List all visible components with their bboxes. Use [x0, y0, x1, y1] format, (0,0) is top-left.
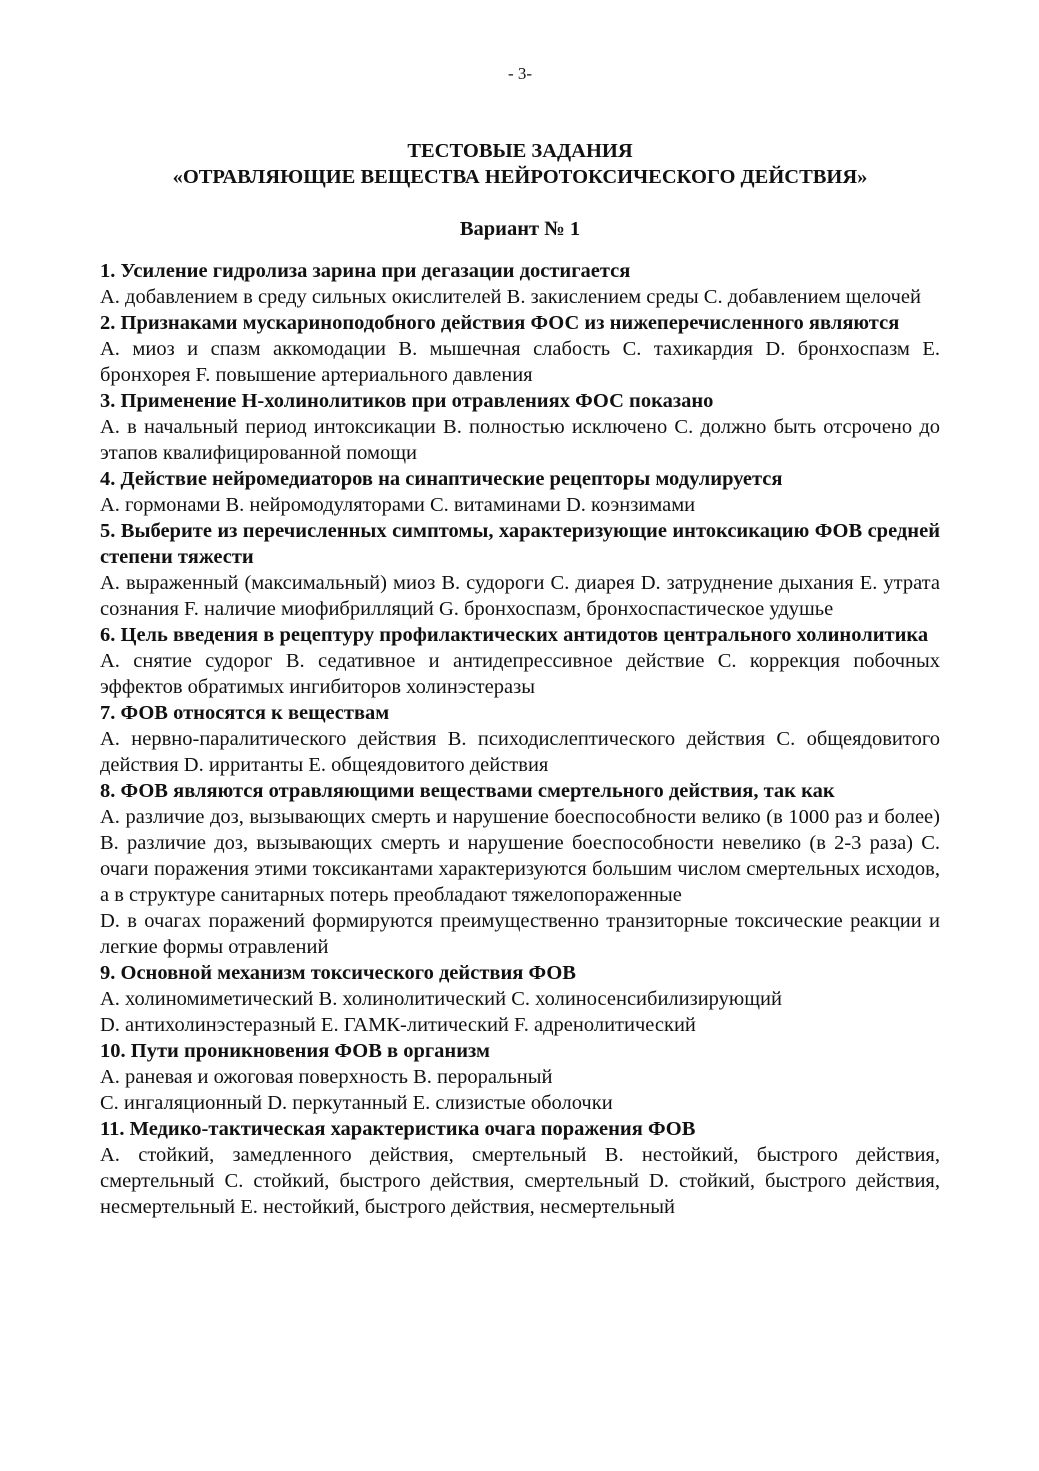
answer-options: A. миоз и спазм аккомодации B. мышечная слабость C. тахикардия D. бронхоспазм E. бронхорея F. повышение артериального давления: [100, 338, 940, 386]
question-text: 7. ФОВ относятся к веществам: [100, 702, 390, 724]
question-text: 11. Медико-тактическая характеристика очага поражения ФОВ: [100, 1118, 696, 1140]
question-text: 4. Действие нейромедиаторов на синаптические рецепторы модулируется: [100, 468, 783, 490]
question-text: 8. ФОВ являются отравляющими веществами смертельного действия, так как: [100, 780, 835, 802]
answer-options: A. выраженный (максимальный) миоз B. судороги C. диарея D. затруднение дыхания E. утрата сознания F. наличие миофибрилляций G. бронхоспазм, бронхоспастическое удушье: [100, 572, 940, 620]
question-text: 10. Пути проникновения ФОВ в организм: [100, 1040, 490, 1062]
variant-heading: Вариант № 1: [459, 218, 581, 240]
question-8: [100, 778, 940, 960]
question-text: 3. Применение Н-холинолитиков при отравлениях ФОС показано: [100, 390, 714, 412]
question-9: [100, 960, 940, 1038]
question-4: [100, 466, 940, 518]
answer-options: A. добавлением в среду сильных окислителей B. закислением среды C. добавлением щелочей: [100, 286, 922, 308]
question-7: [100, 700, 940, 778]
question-text: 1. Усиление гидролиза зарина при дегазации достигается: [100, 260, 631, 282]
question-3: [100, 388, 940, 466]
answer-options: A. раневая и ожоговая поверхность B. пероральный: [100, 1066, 553, 1088]
answer-options: A. стойкий, замедленного действия, смертельный B. нестойкий, быстрого действия, смертельный C. стойкий, быстрого действия, смертельный D. стойкий, быстрого действия, несмертельный E. нестойкий, быстрого действия, несмертельный: [100, 1144, 940, 1218]
answer-options: A. холиномиметический B. холинолитический C. холиносенсибилизирующий: [100, 988, 782, 1010]
questions-list: [100, 258, 940, 1220]
answer-options: A. гормонами B. нейромодуляторами C. витаминами D. коэнзимами: [100, 494, 696, 516]
answer-options: A. в начальный период интоксикации B. полностью исключено C. должно быть отсрочено до этапов квалифицированной помощи: [100, 416, 940, 464]
document-title-line-2: «ОТРАВЛЯЮЩИЕ ВЕЩЕСТВА НЕЙРОТОКСИЧЕСКОГО ДЕЙСТВИЯ»: [172, 166, 868, 188]
answer-options: D. антихолинэстеразный E. ГАМК-литический F. адренолитический: [100, 1014, 696, 1036]
answer-options: A. нервно-паралитического действия B. психодислептического действия C. общеядовитого действия D. ирританты E. общеядовитого действия: [100, 728, 940, 776]
question-text: 6. Цель введения в рецептуру профилактических антидотов центрального холинолитика: [100, 624, 929, 646]
question-2: [100, 310, 940, 388]
question-text: 2. Признаками мускариноподобного действия ФОС из нижеперечисленного являются: [100, 312, 900, 334]
question-11: [100, 1116, 940, 1220]
answer-options: A. снятие судорог B. седативное и антидепрессивное действие C. коррекция побочных эффектов обратимых ингибиторов холинэстеразы: [100, 650, 940, 698]
answer-options: D. в очагах поражений формируются преимущественно транзиторные токсические реакции и легкие формы отравлений: [100, 910, 940, 958]
answer-options: A. различие доз, вызывающих смерть и нарушение боеспособности велико (в 1000 раз и более) B. различие доз, вызывающих смерть и нарушение боеспособности невелико (в 2-3 раза) C. очаги поражения этими токсикантами характеризуются большим числом смертельных исходов, а в структуре санитарных потерь преобладают тяжелопораженные: [100, 806, 940, 906]
question-1: [100, 258, 940, 310]
question-10: [100, 1038, 940, 1116]
document-page: [100, 62, 940, 1220]
question-text: 9. Основной механизм токсического действия ФОВ: [100, 962, 576, 984]
answer-options: C. ингаляционный D. перкутанный E. слизистые оболочки: [100, 1092, 613, 1114]
page-number: - 3-: [507, 64, 533, 83]
question-text: 5. Выберите из перечисленных симптомы, характеризующие интоксикацию ФОВ средней степени тяжести: [100, 520, 940, 568]
question-6: [100, 622, 940, 700]
question-5: [100, 518, 940, 622]
document-title-line-1: ТЕСТОВЫЕ ЗАДАНИЯ: [407, 140, 633, 162]
